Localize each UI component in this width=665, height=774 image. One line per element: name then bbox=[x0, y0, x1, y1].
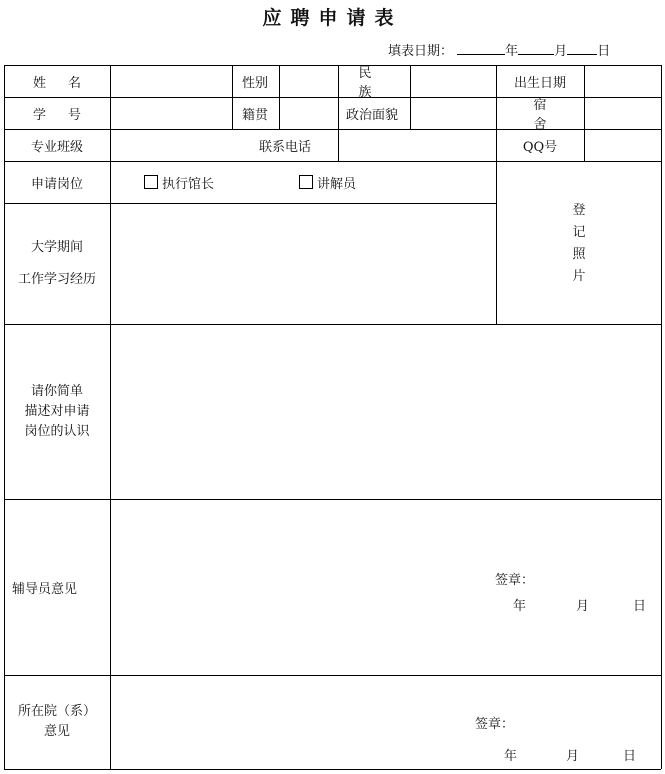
checkbox-icon[interactable] bbox=[144, 175, 158, 189]
ethnicity-label: 民族 bbox=[358, 66, 398, 100]
counselor-date-day: 日 bbox=[633, 599, 647, 614]
college-date-month: 月 bbox=[566, 749, 580, 764]
position-option-guide-label: 讲解员 bbox=[317, 176, 357, 192]
native-place-field[interactable] bbox=[280, 98, 338, 129]
fill-date-day-field[interactable] bbox=[567, 41, 597, 55]
fill-date-day-unit: 日 bbox=[597, 44, 611, 59]
qq-label: QQ号 bbox=[522, 139, 558, 155]
table-border-bottom bbox=[4, 769, 661, 770]
dorm-label: 宿舍 bbox=[533, 98, 569, 132]
fill-date-prefix: 填表日期： bbox=[388, 44, 454, 59]
position-option-curator[interactable] bbox=[144, 161, 294, 203]
name-label: 姓名 bbox=[32, 75, 103, 91]
fill-date-year-unit: 年 bbox=[505, 44, 519, 59]
student-id-field[interactable] bbox=[111, 98, 232, 129]
ethnicity-field[interactable] bbox=[411, 66, 496, 97]
experience-label: 大学期间 工作学习经历 bbox=[17, 239, 96, 287]
major-class-label: 专业班级 bbox=[30, 139, 83, 155]
birth-date-field[interactable] bbox=[585, 66, 661, 97]
college-date-year: 年 bbox=[504, 749, 518, 764]
fill-date-month-field[interactable] bbox=[518, 41, 554, 55]
counselor-date-month: 月 bbox=[576, 599, 590, 614]
position-option-curator-label: 执行馆长 bbox=[162, 176, 215, 192]
qq-field[interactable] bbox=[585, 130, 661, 161]
position-option-guide[interactable] bbox=[299, 161, 449, 203]
college-opinion-label: 所在院（系） 意见 bbox=[17, 704, 96, 739]
name-field[interactable] bbox=[111, 66, 232, 97]
political-status-label: 政治面貌 bbox=[346, 107, 399, 123]
student-id-label: 学号 bbox=[32, 107, 103, 123]
position-label: 申请岗位 bbox=[30, 176, 83, 192]
table-column-divider bbox=[232, 65, 233, 129]
counselor-opinion-field[interactable] bbox=[111, 500, 661, 675]
checkbox-icon[interactable] bbox=[299, 175, 313, 189]
counselor-date-year: 年 bbox=[513, 599, 527, 614]
dorm-field[interactable] bbox=[585, 98, 661, 129]
form-title: 应聘申请表 bbox=[262, 7, 403, 29]
fill-date-label bbox=[388, 40, 610, 59]
fill-date-year-field[interactable] bbox=[457, 41, 505, 55]
gender-field[interactable] bbox=[280, 66, 338, 97]
political-status-field[interactable] bbox=[411, 98, 496, 129]
major-class-field[interactable] bbox=[111, 130, 232, 161]
counselor-signature-label: 签章： bbox=[495, 573, 535, 588]
native-place-label: 籍贯 bbox=[242, 107, 269, 123]
position-understanding-field[interactable] bbox=[111, 325, 661, 499]
counselor-opinion-label: 辅导员意见 bbox=[12, 581, 78, 597]
phone-field[interactable] bbox=[339, 130, 496, 161]
birth-date-label: 出生日期 bbox=[513, 75, 566, 91]
photo-label: 登记照片 bbox=[572, 203, 586, 284]
table-border-right bbox=[661, 65, 662, 769]
gender-label: 性别 bbox=[242, 75, 269, 91]
position-understanding-label: 请你简单 描述对申请 岗位的认识 bbox=[24, 383, 90, 439]
phone-label: 联系电话 bbox=[258, 139, 311, 155]
college-signature-label: 签章： bbox=[475, 717, 515, 732]
experience-field[interactable] bbox=[111, 204, 496, 324]
fill-date-month-unit: 月 bbox=[554, 44, 568, 59]
college-date-day: 日 bbox=[623, 749, 637, 764]
